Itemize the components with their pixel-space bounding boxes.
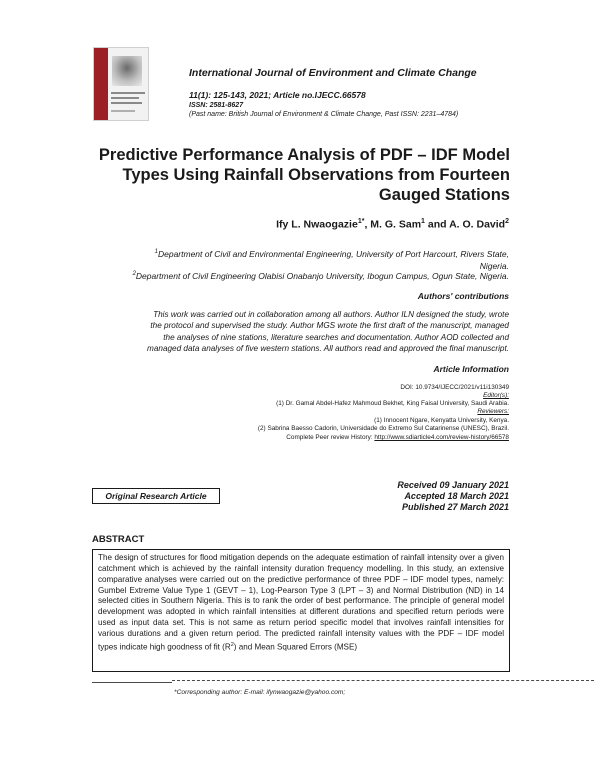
title-line: Types Using Rainfall Observations from Fourteen bbox=[122, 166, 510, 184]
volume-line: 11(1): 125-143, 2021; Article no.IJECC.66578 bbox=[189, 90, 366, 100]
contributions-line: This work was carried out in collaboration among all authors. Author ILN designed the study, wrote bbox=[153, 310, 509, 319]
review-history bbox=[286, 434, 509, 442]
author-marker: 2 bbox=[505, 218, 509, 225]
affiliation-marker: 2 bbox=[132, 271, 136, 277]
cover-text-line bbox=[111, 92, 145, 94]
issn: ISSN: 2581-8627 bbox=[189, 102, 244, 109]
cover-band bbox=[94, 48, 108, 120]
affiliation-text: Department of Civil Engineering Olabisi Onabanjo University, Ibogun Campus, Ogun State, Nigeria. bbox=[135, 270, 509, 281]
author-name: M. G. Sam bbox=[370, 218, 422, 231]
received-date: Received 09 January 2021 bbox=[397, 480, 509, 490]
abstract-box bbox=[92, 549, 510, 672]
abstract-text-body: ) and Mean Squared Errors (MSE) bbox=[233, 642, 358, 652]
contributions-line: the analyses of nine stations, literature searches and documentation. Author AOD collected and bbox=[163, 332, 509, 342]
editors-label: Editor(s): bbox=[483, 392, 509, 399]
author-list bbox=[276, 218, 509, 231]
contributions-text bbox=[95, 309, 509, 355]
corresponding-author-footnote: *Corresponding author: E-mail: ifynwaogazie@yahoo.com; bbox=[174, 689, 346, 696]
doi: DOI: 10.9734/IJECC/2021/v11i130349 bbox=[400, 384, 509, 391]
reviewers-label: Reviewers: bbox=[477, 408, 509, 415]
contributions-heading: Authors' contributions bbox=[417, 291, 509, 301]
paper-title bbox=[60, 145, 510, 205]
footnote-divider bbox=[172, 680, 594, 681]
footnote-rule bbox=[92, 682, 172, 683]
journal-cover-thumbnail bbox=[93, 47, 149, 121]
abstract-text-body: The design of structures for flood mitigation depends on the adequate estimation of rainfall intensity over a given catchment which is achieved by the rainfall intensity duration frequency modelling. In this study, an extensive comparative analyses were carried out on the predictive performance of three PDF – IDF model types, namely: Gumbel Extreme Value Type 1 (GEVT – 1), Log-Pearson Type 3 (LPT – 3) and Normal Distribution (ND) in 14 selected cities in Southern Nigeria. This is to rank the order of best performance. The principle of general model development was adopted in which rainfall intensities at different durations and specified return periods were used as input data set. This is not same as return period specific model that involves rainfall intensities for various durations and a given return period. The predicted rainfall intensity values with the PDF – IDF model types indicate high goodness of fit (R bbox=[98, 553, 504, 652]
published-date: Published 27 March 2021 bbox=[401, 502, 509, 512]
abstract-superscript: 2 bbox=[230, 641, 234, 648]
cover-image bbox=[112, 56, 142, 86]
abstract-text bbox=[98, 553, 504, 653]
abstract-heading: ABSTRACT bbox=[92, 534, 145, 545]
review-history-link[interactable]: http://www.sdiarticle4.com/review-history/66578 bbox=[374, 434, 509, 441]
author-separator: and bbox=[424, 218, 450, 231]
article-type-box: Original Research Article bbox=[92, 488, 220, 504]
contributions-line: the protocol and supervised the study. Author MGS wrote the first draft of the manuscript, managed bbox=[150, 321, 509, 331]
article-info-heading: Article Information bbox=[433, 364, 509, 374]
cover-text-line bbox=[111, 97, 139, 99]
contributions-line: managed data analyses of five western stations. All authors read and approved the final manuscript. bbox=[147, 344, 509, 354]
editor-entry: (1) Dr. Gamal Abdel-Hafez Mahmoud Bekhet, King Faisal University, Saudi Arabia. bbox=[276, 400, 509, 407]
cover-text-line bbox=[111, 102, 142, 104]
affiliation-2 bbox=[110, 268, 509, 282]
cover-text-line bbox=[111, 110, 135, 112]
affiliation-marker: 1 bbox=[154, 249, 158, 255]
author-marker: 1 bbox=[421, 218, 425, 225]
author-name: A. O. David bbox=[449, 218, 506, 231]
affiliation-text: Department of Civil and Environmental Engineering, University of Port Harcourt, Rivers State, bbox=[157, 248, 509, 259]
title-line: Gauged Stations bbox=[378, 186, 510, 204]
accepted-date: Accepted 18 March 2021 bbox=[404, 491, 509, 501]
review-history-label: Complete Peer review History: bbox=[286, 434, 375, 441]
reviewer-entry: (1) Innocent Ngare, Kenyatta University, Kenya. bbox=[374, 417, 509, 424]
affiliation-text: Nigeria. bbox=[479, 260, 509, 271]
title-line: Predictive Performance Analysis of PDF – IDF Model bbox=[98, 146, 510, 164]
reviewer-entry: (2) Sabrina Baesso Cadorin, Universidade do Extremo Sul Catarinense (UNESC), Brazil. bbox=[257, 425, 509, 432]
former-journal-name: (Past name: British Journal of Environment & Climate Change, Past ISSN: 2231–4784) bbox=[189, 111, 459, 118]
author-name: Ify L. Nwaogazie bbox=[276, 218, 358, 231]
journal-name: International Journal of Environment and Climate Change bbox=[189, 67, 477, 79]
author-marker: 1* bbox=[357, 218, 365, 225]
author-separator: , bbox=[364, 218, 371, 231]
